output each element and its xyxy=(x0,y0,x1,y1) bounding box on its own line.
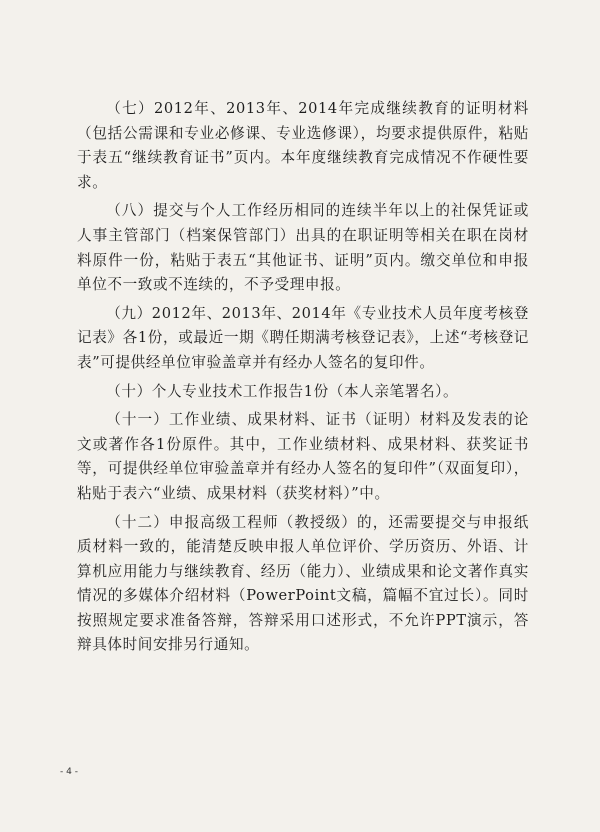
paragraph-item-11: （十一）工作业绩、成果材料、证书（证明）材料及发表的论文或著作各1份原件。其中，工作业绩材料、成果材料、获奖证书等，可提供经单位审验盖章并有经办人签名的复印件”（双面复印），粘贴于表六“业绩、成果材料（获奖材料）”中。 xyxy=(77,411,529,502)
paragraph-item-12: （十二）申报高级工程师（教授级）的，还需要提交与申报纸质材料一致的，能清楚反映申报人单位评价、学历资历、外语、计算机应用能力与继续教育、经历（能力）、业绩成果和论文著作真实情况的多媒体介绍材料（PowerPoint文稿，篇幅不宜过长）。同时按照规定要求准备答辩，答辩采用口述形式，不允许PPT演示，答辩具体时间安排另行通知。 xyxy=(77,513,529,654)
paragraph-item-9: （九）2012年、2013年、2014年《专业技术人员年度考核登记表》各1份，或最近一期《聘任期满考核登记表》，上述“考核登记表”可提供经单位审验盖章并有经办人签名的复印件。 xyxy=(77,304,529,371)
paragraph-item-7: （七）2012年、2013年、2014年完成继续教育的证明材料（包括公需课和专业必修课、专业选修课），均要求提供原件，粘贴于表五“继续教育证书”页内。本年度继续教育完成情况不作硬性要求。 xyxy=(77,100,529,191)
paragraph-item-10: （十）个人专业技术工作报告1份（本人亲笔署名）。 xyxy=(106,382,459,400)
document-body xyxy=(77,97,529,662)
page-number: - 4 - xyxy=(60,767,78,777)
paragraph-item-8: （八）提交与个人工作经历相同的连续半年以上的社保凭证或人事主管部门（档案保管部门）出具的在职证明等相关在职在岗材料原件一份，粘贴于表五“其他证书、证明”页内。缴交单位和申报单位不一致或不连续的，不予受理申报。 xyxy=(77,202,529,294)
